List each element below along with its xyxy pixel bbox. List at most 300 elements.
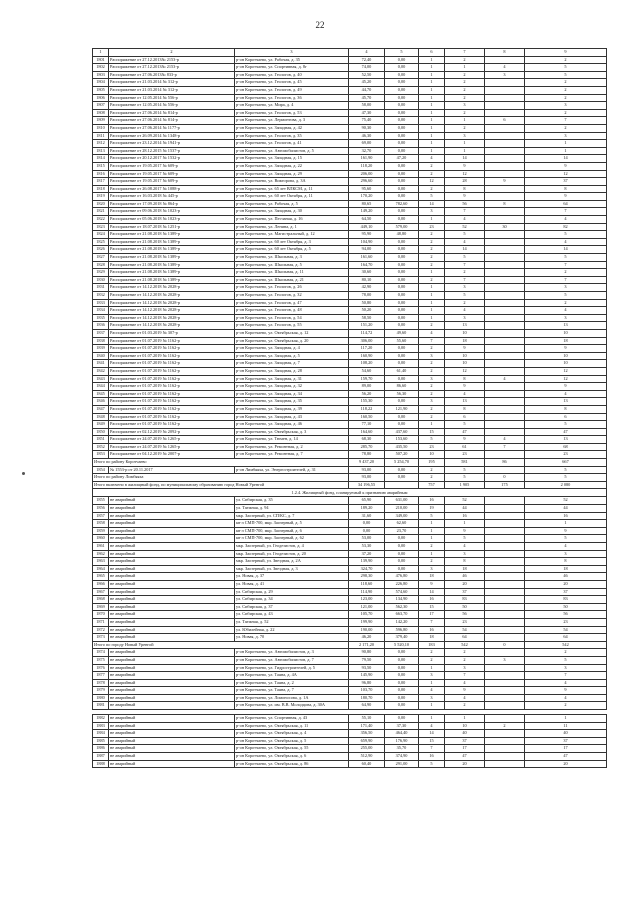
table-cell: 176,90 [385,737,419,745]
table-cell: 0,00 [385,687,419,695]
table-cell: 1839 [93,345,109,353]
table-cell: 2 [419,649,445,657]
table-cell: р-он Коротчаево, ул. Геологов, д. 49 [235,86,349,94]
table-cell: 1 [419,527,445,535]
table-cell: 2 [525,79,607,87]
table-cell: р-он Коротчаево, ул. Магистральный, д. 12 [235,231,349,239]
housing-table [92,48,607,768]
table-cell: 210,00 [385,505,419,513]
table-cell: 49,60 [385,329,419,337]
table-row [93,261,607,269]
table-cell: 507,20 [385,451,419,459]
table-cell: 2 [445,109,485,117]
table-cell: 23 [419,223,445,231]
table-cell: 0,00 [385,56,419,64]
table-cell: 1883 [93,722,109,730]
table-cell: 108,20 [349,360,385,368]
table-cell: 2 [445,86,485,94]
table-cell: 44 [445,505,485,513]
table-cell: 47,20 [385,155,419,163]
table-row [93,543,607,551]
table-cell [485,428,525,436]
table-cell: 1886 [93,745,109,753]
table-cell: 2 [419,185,445,193]
table-row [93,512,607,520]
table-cell: 50 [525,603,607,611]
table-cell: 1818 [93,185,109,193]
table-cell: 562,30 [385,603,419,611]
table-row [93,715,607,723]
section-heading-row [93,489,607,497]
table-cell: 1871 [93,618,109,626]
table-cell: 12 [445,170,485,178]
table-cell: 1877 [93,672,109,680]
table-cell: 15 [419,428,445,436]
table-cell: 3 [525,102,607,110]
table-cell: 1853 [93,451,109,459]
table-cell [485,715,525,723]
table-cell: Распоряжение от 27.06.2014 № 1177-р [109,124,235,132]
table-cell: 10 [419,451,445,459]
table-cell: 7 [445,208,485,216]
table-cell: 47 [525,428,607,436]
table-cell: 3 [419,208,445,216]
table-cell: не аварийный [109,664,235,672]
table-cell [485,497,525,505]
table-cell: 1884 [93,730,109,738]
table-cell: 1816 [93,170,109,178]
table-cell [485,618,525,626]
table-cell: Распоряжение от 27.06.2014 № 814-р [109,117,235,125]
table-cell [485,307,525,315]
table-cell: Распоряжение от 01.07.2019 № 1162-р [109,375,235,383]
table-cell: р-он Коротчаево, ул. Автомобилистов, д. 7 [235,656,349,664]
column-number-header: 5 [385,49,419,57]
table-cell: Распоряжение от 05.06.2018 № 1023-р [109,216,235,224]
table-cell: 1857 [93,512,109,520]
table-cell: Распоряжение от 27.06.2013№ 833-р [109,71,235,79]
table-cell: 5 [525,535,607,543]
table-cell: 35,70 [385,745,419,753]
table-cell: р-он Коротчаево, ул. Рабочая, д. 35 [235,56,349,64]
table-cell: 5 [525,254,607,262]
table-cell: мкр. Заозерный, ул. Геодезистов, д. 4 [235,543,349,551]
subtotal-row [93,474,607,482]
table-cell: 1 [419,117,445,125]
table-cell: 3 [445,132,485,140]
table-cell: 1846 [93,398,109,406]
table-cell: 1 [445,147,485,155]
table-cell: 4 [525,307,607,315]
table-cell: 0,00 [385,109,419,117]
table-cell: 1832 [93,292,109,300]
table-row [93,102,607,110]
table-cell: 349,00 [385,512,419,520]
total-row [93,481,607,489]
table-cell: 757 [419,481,445,489]
table-cell: 0,00 [385,398,419,406]
table-cell [485,550,525,558]
table-cell: 4 [445,238,485,246]
table-cell: мкр. Заозерный, ул. СП/КС, д. 7 [235,512,349,520]
table-cell [485,147,525,155]
table-cell: Распоряжение от 19.05.2017 № 609-р [109,178,235,186]
table-cell: 104,90 [349,238,385,246]
table-cell [485,543,525,551]
table-cell: 195 [419,459,445,467]
table-cell: 5 [419,512,445,520]
table-cell: не аварийный [109,656,235,664]
table-cell: р-он Коротчаево, ул. Западная, д. 43 [235,413,349,421]
table-cell: 9 [525,687,607,695]
table-cell: 151,20 [349,322,385,330]
table-cell: 4 [445,543,485,551]
table-cell: 47,30 [349,109,385,117]
table-cell: 1 [419,284,445,292]
table-cell: 0,00 [385,140,419,148]
table-row [93,656,607,664]
table-row [93,722,607,730]
table-cell: р-он Коротчаево, ул. Октябрьская, д. 4 [235,730,349,738]
table-cell: 1815 [93,162,109,170]
table-cell: не аварийный [109,753,235,761]
table-cell: 4 [525,543,607,551]
table-cell [485,451,525,459]
table-cell: 574,60 [385,588,419,596]
table-row [93,269,607,277]
table-cell: 16 [419,596,445,604]
subtotal-label: Итого по городу Новый Уренгой [93,641,349,649]
table-cell: 16 [445,512,485,520]
table-row [93,155,607,163]
table-cell: 3 [445,664,485,672]
table-cell: 0,00 [385,543,419,551]
table-cell: не аварийный [109,722,235,730]
table-cell: 1805 [93,86,109,94]
table-cell: р-он Коротчаево, ул. Ломоносова, д. 1А [235,694,349,702]
table-cell [485,383,525,391]
table-cell: р-он Коротчаево, ул. им. В.В. Молодцова, д. 30А [235,702,349,710]
table-cell: 476,80 [385,573,419,581]
table-cell: Распоряжение от 23.12.2014 № 1941-р [109,140,235,148]
table-cell: 93,00 [349,474,385,482]
table-cell: 3 [525,664,607,672]
table-cell: 77,10 [349,421,385,429]
table-cell: 56 [525,611,607,619]
table-cell: 306,00 [349,337,385,345]
table-cell: 86,60 [385,383,419,391]
table-cell: 8 [445,405,485,413]
table-cell: 46 [445,573,485,581]
table-cell: 4 [419,329,445,337]
table-cell: не аварийный [109,497,235,505]
table-cell: 28 [445,178,485,186]
table-cell: 83 [445,596,485,604]
table-cell: 0,00 [385,307,419,315]
table-row [93,117,607,125]
table-cell: 1 [419,292,445,300]
table-cell: ул. Сибирская, д. 35 [235,497,349,505]
table-cell: 15 [419,603,445,611]
table-cell: р-он Коротчаево, ул. Геологов, д. 54 [235,314,349,322]
table-cell: 23 [445,618,485,626]
table-cell: 1843 [93,375,109,383]
table-cell: 0,00 [385,170,419,178]
table-cell: ул. Новая, д. 70 [235,634,349,642]
table-cell: 2 [419,558,445,566]
table-cell: 8 [445,185,485,193]
table-cell: 1812 [93,140,109,148]
subtotal-label: Итого по району Лимбяяха [93,474,349,482]
table-cell: 2 [419,405,445,413]
table-cell: 1861 [93,543,109,551]
table-cell: 2 [445,656,485,664]
table-cell: 2 [419,231,445,239]
table-cell: 1860 [93,535,109,543]
table-cell: 75,40 [349,117,385,125]
table-cell: 1 [445,715,485,723]
table-cell: 2 [525,109,607,117]
table-cell: 1856 [93,505,109,513]
table-cell: 14 [445,155,485,163]
table-cell: 46,30 [349,132,385,140]
table-cell: не аварийный [109,520,235,528]
table-cell: 1 [445,117,485,125]
table-cell: 8 [445,558,485,566]
table-cell: 54 [445,626,485,634]
table-cell: 190,00 [349,626,385,634]
table-cell: Распоряжение от 21.08.2018 № 1389-р [109,231,235,239]
table-cell: 296,60 [349,178,385,186]
table-cell: 142,20 [385,618,419,626]
table-cell: 10 [445,352,485,360]
table-cell: 14 [525,155,607,163]
table-cell: р-он Коротчаево, ул. Ремонтная, д. 7 [235,451,349,459]
column-number-header: 6 [419,49,445,57]
column-number-header: 8 [485,49,525,57]
table-cell: р-он Коротчаево, ул. Таяна, д. 2 [235,679,349,687]
table-cell: 1838 [93,337,109,345]
table-cell: 0,00 [385,702,419,710]
table-cell: Распоряжение от 20.12.2017 № 1532-р [109,155,235,163]
table-cell [485,238,525,246]
table-cell: 15 [419,737,445,745]
table-cell: 0,00 [349,520,385,528]
table-cell: 10 [525,352,607,360]
table-cell: Распоряжение от 21.03.2014 № 312-р [109,86,235,94]
table-cell [485,702,525,710]
table-cell: 161,60 [349,254,385,262]
table-cell: 17 [445,745,485,753]
table-cell: 3 [485,656,525,664]
table-cell: 37 [445,588,485,596]
table-cell: 2 [419,413,445,421]
table-cell: 61 [445,443,485,451]
table-cell [485,155,525,163]
table-cell: Распоряжение от 21.08.2018 № 1389-р [109,246,235,254]
table-cell: 1834 [93,307,109,315]
table-cell: 50 [445,603,485,611]
table-cell: 50,80 [349,299,385,307]
table-row [93,558,607,566]
table-cell: 0 [485,641,525,649]
table-cell: р-он Коротчаево, ул. Западная, д. 46 [235,421,349,429]
table-cell [485,124,525,132]
table-cell: 5 [419,193,445,201]
table-cell: 1 [419,132,445,140]
table-cell: 90,80 [349,649,385,657]
table-cell: 10 [445,360,485,368]
table-cell: 44 [525,505,607,513]
table-cell: ул. Юбилейная, д. 22 [235,626,349,634]
table-cell: 1 [419,147,445,155]
table-cell: р-он Коротчаево, ул. Геологов, д. 45 [235,79,349,87]
table-cell: не аварийный [109,715,235,723]
table-cell: 18 [525,565,607,573]
table-cell: 11 [525,722,607,730]
table-cell: р-он Коротчаево, ул. Западная, д. 22 [235,162,349,170]
table-cell: р-он Коротчаево, ул. Октябрьская, д. 11 [235,722,349,730]
table-cell: 121,00 [349,603,385,611]
table-cell: 3 [419,375,445,383]
table-cell: 5 [445,254,485,262]
table-cell: 56,30 [385,390,419,398]
table-cell: не аварийный [109,745,235,753]
table-cell: 1 [419,299,445,307]
table-cell: 1873 [93,634,109,642]
table-cell [485,527,525,535]
table-cell: р-он Коротчаево, ул. Таяна, д. 7 [235,687,349,695]
table-cell [485,367,525,375]
table-cell: 52 [445,223,485,231]
table-cell: ул. Сибирская, д. 37 [235,603,349,611]
table-row [93,292,607,300]
table-cell: 9 [485,178,525,186]
table-cell: 255,00 [349,745,385,753]
table-cell: 7 [419,618,445,626]
table-row [93,208,607,216]
table-cell: не аварийный [109,558,235,566]
table-cell: 7 [525,208,607,216]
table-cell: 23,70 [385,527,419,535]
table-row [93,672,607,680]
table-cell: 542 [445,641,485,649]
table-cell: не аварийный [109,618,235,626]
table-cell [485,745,525,753]
table-cell: 34 196,55 [349,481,385,489]
table-cell: мкр. Заозерный, ул. Геодезистов, д. 20 [235,550,349,558]
table-cell: 2 [525,702,607,710]
table-cell: р-он Коротчаево, ул. Викторова, д. 3А [235,178,349,186]
table-cell: 2 [445,702,485,710]
table-cell: 1869 [93,603,109,611]
table-cell: 9 [445,436,485,444]
table-cell: 0,00 [385,345,419,353]
table-cell: р-он Коротчаево, ул. Геологов, д. 47 [235,299,349,307]
table-cell: 0,00 [385,474,419,482]
table-cell: 23 [419,443,445,451]
table-row [93,443,607,451]
table-cell: 52,50 [349,71,385,79]
table-cell: 37 [525,737,607,745]
table-cell [485,558,525,566]
table-cell: 1 [419,550,445,558]
table-row [93,664,607,672]
table-cell: 1844 [93,383,109,391]
table-cell: не аварийный [109,687,235,695]
table-cell: 12 [525,170,607,178]
table-cell [485,580,525,588]
table-cell: не аварийный [109,679,235,687]
table-cell: 55,10 [349,715,385,723]
table-cell: р-он Коротчаево, ул. Геологов, д. 48 [235,307,349,315]
table-cell: 14 [419,588,445,596]
table-cell: 160,90 [349,352,385,360]
table-cell: 2 [419,466,445,474]
table-cell: 631,00 [385,497,419,505]
table-cell: р-он Коротчаево, ул. Таяна, д. 4А [235,672,349,680]
table-cell: р-он Коротчаево, ул. Геологов, д. 32 [235,292,349,300]
table-cell: 95,90 [349,231,385,239]
table-row [93,737,607,745]
table-cell: 1 [445,140,485,148]
table-cell: Распоряжение от 21.08.2018 № 1389-р [109,269,235,277]
table-cell: р-он Коротчаево, ул. Геологов, д. 41 [235,140,349,148]
table-cell: р-он Коротчаево, ул. Октябрьская, д. 12 [235,329,349,337]
table-cell: р-он Коротчаево, ул. Западная, д. 30 [235,208,349,216]
table-cell: 9 [445,345,485,353]
column-number-header: 4 [349,49,385,57]
table-row [93,580,607,588]
table-row [93,223,607,231]
table-cell: 1827 [93,254,109,262]
table-cell: 1803 [93,71,109,79]
table-cell: не аварийный [109,565,235,573]
table-cell: 64 [525,200,607,208]
table-cell [485,679,525,687]
table-cell: 47 [445,753,485,761]
table-cell: 105,70 [349,611,385,619]
table-cell: ул. Сибирская, д. 29 [235,588,349,596]
table-cell: 2 [419,170,445,178]
table-cell: 53,30 [349,543,385,551]
table-cell: 0,00 [385,360,419,368]
table-cell: 1 [419,535,445,543]
table-cell: 37 [445,737,485,745]
table-cell: 82 [525,223,607,231]
table-row [93,451,607,459]
table-cell: 37,30 [385,722,419,730]
table-cell [485,649,525,657]
table-cell: 83 [525,596,607,604]
table-cell: 0,00 [385,299,419,307]
table-cell: 5 [419,436,445,444]
table-cell: 12 [525,375,607,383]
table-cell: 0,00 [349,527,385,535]
table-cell: 0,00 [385,276,419,284]
table-row [93,527,607,535]
table-cell: 1852 [93,443,109,451]
table-cell: 52 [525,497,607,505]
table-cell: Распоряжение от 26.08.2017 № 1088-р [109,185,235,193]
table-cell: 37 [525,178,607,186]
table-cell: 1851 [93,436,109,444]
table-cell: 1811 [93,132,109,140]
table-cell: 93,50 [349,664,385,672]
table-cell: р-он Коротчаево, ул. Западная, д. 32 [235,383,349,391]
table-cell: 7 [419,745,445,753]
table-cell [485,193,525,201]
